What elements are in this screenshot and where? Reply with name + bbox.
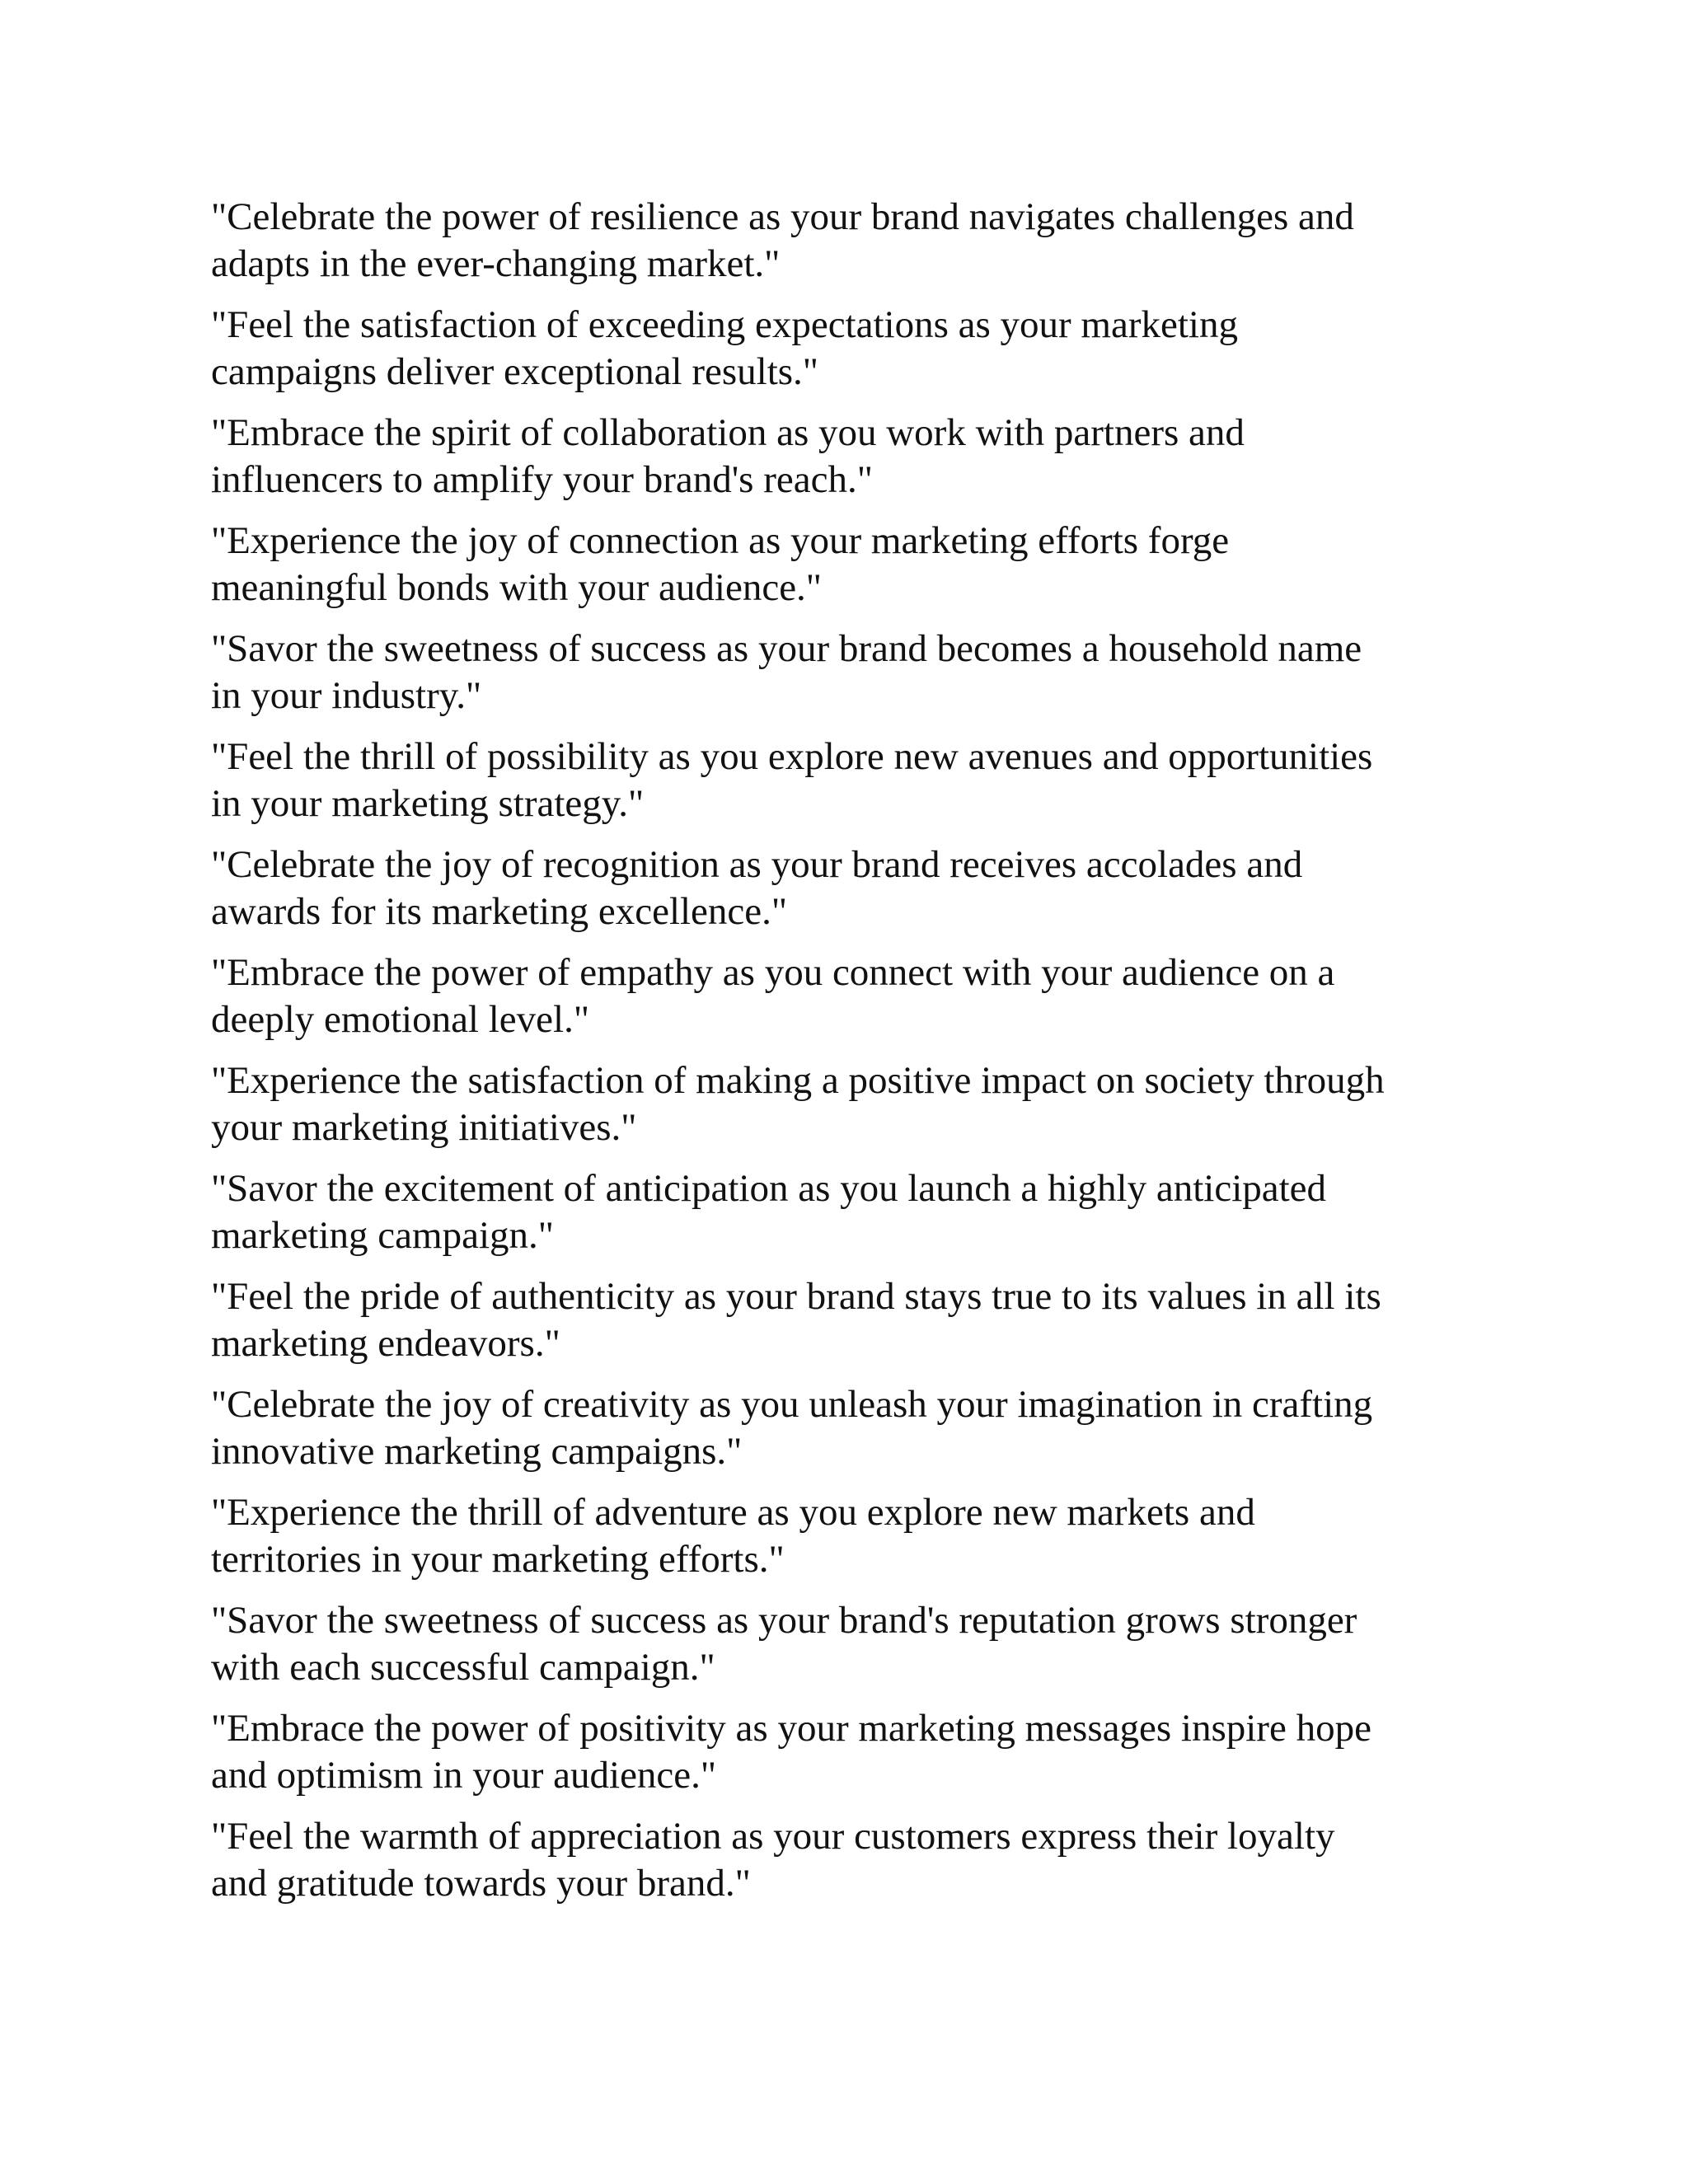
quote-item xyxy=(211,410,1497,504)
quote-line: "Feel the warmth of appreciation as your customers express their loyalty xyxy=(211,1815,1335,1858)
quote-line: "Celebrate the power of resilience as your brand navigates challenges and xyxy=(211,195,1354,238)
quote-line: "Feel the satisfaction of exceeding expectations as your marketing xyxy=(211,303,1238,346)
quote-item xyxy=(211,1057,1497,1151)
quote-item xyxy=(211,626,1497,719)
quote-line: with each successful campaign." xyxy=(211,1646,715,1689)
quote-item xyxy=(211,1273,1497,1367)
quote-line: and gratitude towards your brand." xyxy=(211,1862,751,1905)
quote-line: "Savor the sweetness of success as your brand becomes a household name xyxy=(211,627,1362,670)
quote-item xyxy=(211,1597,1497,1691)
quote-line: "Feel the pride of authenticity as your brand stays true to its values in all its xyxy=(211,1275,1381,1318)
quote-item xyxy=(211,949,1497,1043)
quote-line: marketing endeavors." xyxy=(211,1322,560,1365)
quote-item xyxy=(211,1813,1497,1907)
quote-list xyxy=(211,194,1497,1921)
quote-line: "Savor the excitement of anticipation as you launch a highly anticipated xyxy=(211,1167,1327,1210)
quote-line: adapts in the ever-changing market." xyxy=(211,242,781,285)
quote-item xyxy=(211,302,1497,396)
quote-line: "Embrace the spirit of collaboration as you work with partners and xyxy=(211,411,1245,454)
quote-line: your marketing initiatives." xyxy=(211,1106,637,1149)
quote-item xyxy=(211,1381,1497,1475)
quote-line: influencers to amplify your brand's reach." xyxy=(211,458,873,501)
quote-line: "Embrace the power of positivity as your marketing messages inspire hope xyxy=(211,1707,1372,1750)
quote-line: "Savor the sweetness of success as your brand's reputation grows stronger xyxy=(211,1599,1357,1642)
quote-line: territories in your marketing efforts." xyxy=(211,1538,785,1581)
quote-item xyxy=(211,1165,1497,1259)
quote-line: "Experience the thrill of adventure as you explore new markets and xyxy=(211,1491,1255,1534)
quote-line: in your marketing strategy." xyxy=(211,782,645,825)
quote-item xyxy=(211,194,1497,288)
quote-item xyxy=(211,518,1497,612)
quote-line: awards for its marketing excellence." xyxy=(211,890,788,933)
quote-line: "Experience the joy of connection as your marketing efforts forge xyxy=(211,519,1230,562)
quote-line: campaigns deliver exceptional results." xyxy=(211,350,818,393)
quote-line: marketing campaign." xyxy=(211,1214,554,1257)
quote-line: innovative marketing campaigns." xyxy=(211,1430,743,1473)
quote-line: "Celebrate the joy of creativity as you unleash your imagination in crafting xyxy=(211,1383,1373,1426)
quote-line: in your industry." xyxy=(211,674,482,717)
quote-line: deeply emotional level." xyxy=(211,998,590,1041)
quote-line: "Feel the thrill of possibility as you explore new avenues and opportunities xyxy=(211,735,1373,778)
quote-item xyxy=(211,1489,1497,1583)
quote-item xyxy=(211,1705,1497,1799)
quote-line: meaningful bonds with your audience." xyxy=(211,566,822,609)
quote-line: "Embrace the power of empathy as you connect with your audience on a xyxy=(211,951,1335,994)
quote-line: and optimism in your audience." xyxy=(211,1754,717,1797)
quote-item xyxy=(211,841,1497,935)
quote-line: "Celebrate the joy of recognition as your brand receives accolades and xyxy=(211,843,1303,886)
quote-line: "Experience the satisfaction of making a positive impact on society through xyxy=(211,1059,1385,1102)
quote-item xyxy=(211,733,1497,827)
